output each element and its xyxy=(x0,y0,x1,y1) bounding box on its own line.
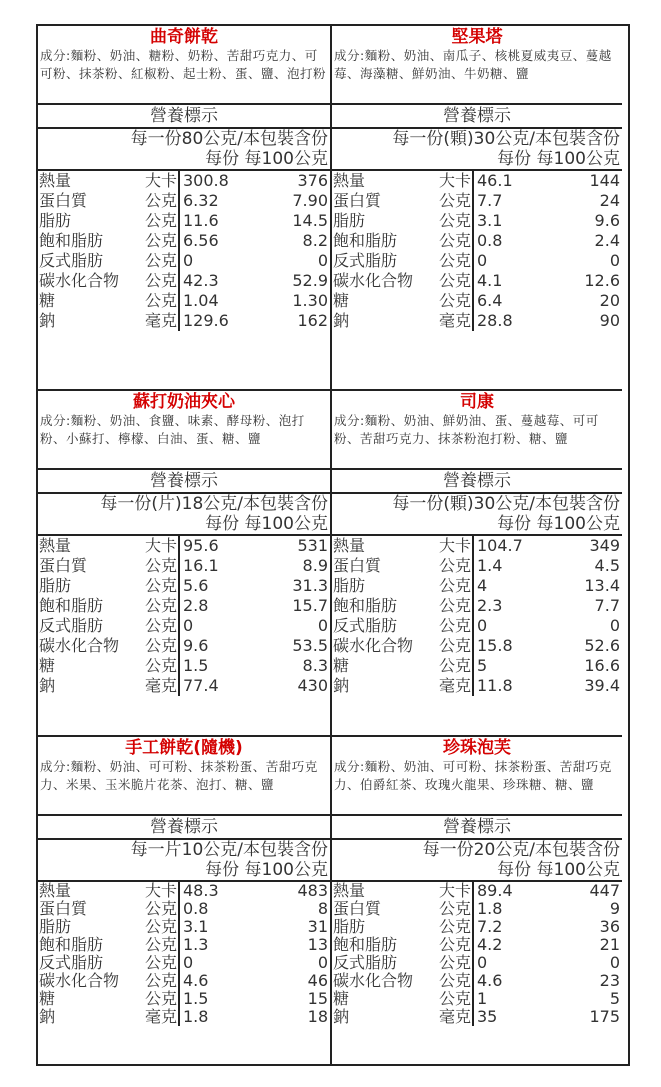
nutrition-table xyxy=(332,536,622,696)
nutrition-row xyxy=(38,596,330,616)
nutrient-name: 鈉 xyxy=(333,1008,350,1026)
nutrition-row xyxy=(38,211,330,231)
nutrient-unit: 公克 xyxy=(136,556,179,576)
per-100g-value: 18 xyxy=(307,1008,328,1026)
nutrient-unit: 毫克 xyxy=(136,311,179,331)
nutrition-row xyxy=(38,536,330,556)
nutrient-unit: 公克 xyxy=(430,211,473,231)
nutrient-name: 鈉 xyxy=(333,676,350,695)
per-100g-value: 531 xyxy=(297,536,328,555)
per-serving-value: 1.5 xyxy=(183,656,209,675)
nutrient-name: 蛋白質 xyxy=(333,191,382,210)
nutrition-row xyxy=(38,636,330,656)
nutrient-name: 蛋白質 xyxy=(333,900,382,918)
ingredients-text: 成分:麵粉、奶油、食鹽、味素、酵母粉、泡打粉、小蘇打、檸檬、白油、蛋、糖、鹽 xyxy=(40,413,305,446)
per-serving-header: 每份 xyxy=(497,860,532,880)
per-100g-value: 31 xyxy=(307,918,328,936)
per-serving-value: 129.6 xyxy=(183,311,229,330)
per-100g-value: 0 xyxy=(317,954,328,972)
per-100g-value: 15.7 xyxy=(292,596,328,615)
nutrition-row xyxy=(332,191,622,211)
nutrient-name: 鈉 xyxy=(39,1008,56,1026)
nutrient-unit: 公克 xyxy=(430,271,473,291)
per-100g-value: 8.2 xyxy=(302,231,328,250)
nutrition-row xyxy=(38,656,330,676)
per-100g-value: 52.9 xyxy=(292,271,328,290)
nutrition-row xyxy=(332,882,622,900)
nutrition-row xyxy=(332,656,622,676)
column-headers xyxy=(332,149,622,169)
nutrient-name: 熱量 xyxy=(333,536,366,555)
per-100g-value: 5 xyxy=(609,990,620,1008)
nutrient-unit: 公克 xyxy=(430,990,473,1008)
nutrition-row xyxy=(332,972,622,990)
nutrient-unit: 公克 xyxy=(430,191,473,211)
nutrition-row xyxy=(332,291,622,311)
per-100g-value: 23 xyxy=(599,972,620,990)
per-100g-header: 每100公克 xyxy=(536,514,620,534)
nutrient-name: 脂肪 xyxy=(39,918,72,936)
nutrient-unit: 公克 xyxy=(136,954,179,972)
nutrient-name: 糖 xyxy=(39,291,56,310)
per-serving-value: 0 xyxy=(183,251,194,270)
nutrient-unit: 大卡 xyxy=(430,171,473,191)
per-100g-value: 162 xyxy=(297,311,328,330)
per-serving-value: 104.7 xyxy=(477,536,523,555)
per-serving-value: 4.1 xyxy=(477,271,503,290)
nutrition-row xyxy=(332,211,622,231)
product-panel-handmade-cookie xyxy=(38,735,330,1066)
nutrient-name: 脂肪 xyxy=(333,918,366,936)
nutrition-row xyxy=(38,576,330,596)
per-100g-value: 2.4 xyxy=(594,231,620,250)
product-title: 堅果塔 xyxy=(451,27,503,47)
nutrient-unit: 公克 xyxy=(136,900,179,918)
nutrient-unit: 公克 xyxy=(430,656,473,676)
per-serving-value: 1.5 xyxy=(183,990,209,1008)
per-serving-value: 3.1 xyxy=(477,211,503,230)
nutrient-unit: 公克 xyxy=(136,616,179,636)
nutrient-unit: 公克 xyxy=(136,596,179,616)
nutrient-unit: 公克 xyxy=(136,291,179,311)
per-serving-value: 7.7 xyxy=(477,191,503,210)
nutrient-name: 糖 xyxy=(333,990,350,1008)
nutrient-unit: 公克 xyxy=(430,251,473,271)
nutrient-unit: 毫克 xyxy=(136,1008,179,1026)
serving-size: 每一份80公克/本包裝含份 xyxy=(38,127,330,149)
per-serving-value: 5.6 xyxy=(183,576,209,595)
nutrient-unit: 毫克 xyxy=(136,676,179,696)
per-100g-value: 9 xyxy=(609,900,620,918)
nutrient-unit: 大卡 xyxy=(136,536,179,556)
nutrition-row xyxy=(38,311,330,331)
nutrient-name: 飽和脂肪 xyxy=(39,596,104,615)
nutrient-unit: 公克 xyxy=(430,936,473,954)
product-title: 曲奇餅乾 xyxy=(150,27,218,47)
per-serving-value: 48.3 xyxy=(183,882,219,900)
nutrient-unit: 公克 xyxy=(430,576,473,596)
nutrient-unit: 大卡 xyxy=(136,171,179,191)
nutrition-row xyxy=(332,311,622,331)
per-serving-value: 0 xyxy=(477,954,488,972)
nutrient-unit: 公克 xyxy=(430,231,473,251)
nutrition-row xyxy=(332,1008,622,1026)
nutrient-unit: 公克 xyxy=(136,191,179,211)
nutrient-name: 熱量 xyxy=(39,882,72,900)
nutrient-name: 熱量 xyxy=(333,171,366,190)
per-100g-value: 8 xyxy=(317,900,328,918)
per-serving-value: 0 xyxy=(477,616,488,635)
nutrition-row xyxy=(38,936,330,954)
nutrient-name: 鈉 xyxy=(39,676,56,695)
nutrient-unit: 公克 xyxy=(136,251,179,271)
per-100g-value: 0 xyxy=(609,251,620,270)
product-title: 蘇打奶油夾心 xyxy=(133,392,235,412)
nutrition-sheet xyxy=(36,24,630,1066)
per-serving-value: 4.2 xyxy=(477,936,503,954)
nutrient-unit: 公克 xyxy=(136,918,179,936)
per-100g-value: 7.7 xyxy=(594,596,620,615)
nutrient-name: 反式脂肪 xyxy=(39,616,104,635)
nutrition-row xyxy=(332,231,622,251)
nutrition-row xyxy=(38,231,330,251)
nutrition-table xyxy=(332,171,622,331)
per-serving-value: 300.8 xyxy=(183,171,229,190)
nutrient-name: 熱量 xyxy=(39,171,72,190)
per-100g-value: 9.6 xyxy=(594,211,620,230)
nutrition-header: 營養標示 xyxy=(38,103,330,127)
per-100g-value: 13 xyxy=(307,936,328,954)
per-100g-value: 1.30 xyxy=(292,291,328,310)
nutrient-name: 脂肪 xyxy=(333,576,366,595)
nutrient-unit: 大卡 xyxy=(430,882,473,900)
per-100g-header: 每100公克 xyxy=(244,149,328,169)
nutrient-name: 鈉 xyxy=(39,311,56,330)
nutrition-row xyxy=(332,676,622,696)
nutrition-row xyxy=(332,636,622,656)
nutrient-name: 脂肪 xyxy=(39,576,72,595)
column-headers xyxy=(38,860,330,880)
nutrition-row xyxy=(332,536,622,556)
nutrient-unit: 公克 xyxy=(430,900,473,918)
nutrient-unit: 公克 xyxy=(136,972,179,990)
per-100g-value: 46 xyxy=(307,972,328,990)
nutrition-row xyxy=(332,936,622,954)
nutrient-name: 蛋白質 xyxy=(39,191,88,210)
per-serving-value: 1.04 xyxy=(183,291,219,310)
nutrient-unit: 公克 xyxy=(430,616,473,636)
per-100g-value: 447 xyxy=(589,882,620,900)
nutrition-row xyxy=(38,616,330,636)
nutrient-name: 糖 xyxy=(39,656,56,675)
per-100g-value: 0 xyxy=(609,954,620,972)
product-panel-pearl-puff xyxy=(330,735,622,1066)
product-title: 珍珠泡芙 xyxy=(443,738,511,758)
ingredients-text: 成分:麵粉、奶油、可可粉、抹茶粉蛋、苦甜巧克力、米果、玉米脆片花茶、泡打、糖、鹽 xyxy=(40,759,318,792)
nutrient-name: 碳水化合物 xyxy=(333,636,414,655)
column-headers xyxy=(38,149,330,169)
per-100g-value: 12.6 xyxy=(584,271,620,290)
nutrition-row xyxy=(38,191,330,211)
per-100g-value: 0 xyxy=(317,616,328,635)
per-serving-value: 77.4 xyxy=(183,676,219,695)
per-serving-value: 15.8 xyxy=(477,636,513,655)
nutrition-row xyxy=(38,171,330,191)
per-100g-value: 483 xyxy=(297,882,328,900)
nutrient-unit: 公克 xyxy=(136,636,179,656)
nutrient-name: 脂肪 xyxy=(39,211,72,230)
nutrient-name: 飽和脂肪 xyxy=(333,936,398,954)
nutrient-name: 反式脂肪 xyxy=(333,954,398,972)
nutrition-row xyxy=(332,918,622,936)
per-serving-value: 9.6 xyxy=(183,636,209,655)
per-100g-value: 31.3 xyxy=(292,576,328,595)
nutrition-row xyxy=(332,954,622,972)
nutrient-name: 反式脂肪 xyxy=(39,954,104,972)
nutrition-row xyxy=(332,251,622,271)
per-serving-header: 每份 xyxy=(205,860,240,880)
nutrition-row xyxy=(38,251,330,271)
nutrition-row xyxy=(38,918,330,936)
per-serving-header: 每份 xyxy=(497,514,532,534)
nutrient-unit: 公克 xyxy=(430,918,473,936)
per-serving-value: 35 xyxy=(477,1008,498,1026)
per-100g-value: 175 xyxy=(589,1008,620,1026)
nutrient-unit: 毫克 xyxy=(430,1008,473,1026)
per-serving-value: 42.3 xyxy=(183,271,219,290)
nutrient-name: 飽和脂肪 xyxy=(333,231,398,250)
nutrient-name: 蛋白質 xyxy=(39,556,88,575)
nutrition-table xyxy=(38,882,330,1026)
per-100g-value: 430 xyxy=(297,676,328,695)
nutrient-name: 蛋白質 xyxy=(39,900,88,918)
per-100g-header: 每100公克 xyxy=(536,860,620,880)
nutrition-row xyxy=(332,556,622,576)
ingredients-text: 成分:麵粉、奶油、糖粉、奶粉、苦甜巧克力、可可粉、抹茶粉、紅椒粉、起士粉、蛋、鹽、泡打粉 xyxy=(40,48,327,81)
per-100g-header: 每100公克 xyxy=(244,514,328,534)
nutrient-name: 反式脂肪 xyxy=(333,616,398,635)
per-100g-value: 90 xyxy=(599,311,620,330)
nutrition-row xyxy=(332,990,622,1008)
nutrition-row xyxy=(332,576,622,596)
nutrient-unit: 大卡 xyxy=(430,536,473,556)
nutrient-name: 飽和脂肪 xyxy=(39,936,104,954)
nutrition-row xyxy=(332,596,622,616)
ingredients-text: 成分:麵粉、奶油、可可粉、抹茶粉蛋、苦甜巧克力、伯爵紅茶、玫瑰火龍果、珍珠糖、糖、鹽 xyxy=(334,759,612,792)
nutrient-name: 碳水化合物 xyxy=(39,271,120,290)
per-serving-value: 7.2 xyxy=(477,918,503,936)
nutrition-row xyxy=(38,1008,330,1026)
per-100g-value: 15 xyxy=(307,990,328,1008)
per-serving-value: 0.8 xyxy=(477,231,503,250)
per-serving-value: 4.6 xyxy=(477,972,503,990)
nutrition-row xyxy=(38,556,330,576)
nutrition-row xyxy=(332,171,622,191)
nutrient-unit: 公克 xyxy=(430,596,473,616)
nutrition-row xyxy=(38,882,330,900)
nutrient-name: 鈉 xyxy=(333,311,350,330)
per-100g-value: 376 xyxy=(297,171,328,190)
per-serving-value: 5 xyxy=(477,656,488,675)
nutrient-unit: 公克 xyxy=(136,576,179,596)
nutrient-unit: 公克 xyxy=(136,936,179,954)
nutrient-name: 飽和脂肪 xyxy=(333,596,398,615)
per-serving-value: 1.8 xyxy=(477,900,503,918)
per-serving-value: 0 xyxy=(183,616,194,635)
nutrient-name: 糖 xyxy=(333,656,350,675)
serving-size: 每一份20公克/本包裝含份 xyxy=(332,838,622,860)
nutrition-row xyxy=(38,954,330,972)
nutrient-unit: 公克 xyxy=(136,231,179,251)
nutrition-row xyxy=(38,900,330,918)
nutrition-row xyxy=(38,291,330,311)
per-serving-value: 0.8 xyxy=(183,900,209,918)
per-serving-header: 每份 xyxy=(205,514,240,534)
product-title: 司康 xyxy=(460,392,494,412)
nutrient-name: 碳水化合物 xyxy=(333,972,414,990)
nutrient-name: 熱量 xyxy=(333,882,366,900)
serving-size: 每一份(顆)30公克/本包裝含份 xyxy=(332,127,622,149)
per-serving-value: 11.8 xyxy=(477,676,513,695)
nutrition-table xyxy=(38,536,330,696)
per-100g-value: 0 xyxy=(609,616,620,635)
per-100g-value: 20 xyxy=(599,291,620,310)
per-serving-value: 95.6 xyxy=(183,536,219,555)
nutrient-name: 反式脂肪 xyxy=(39,251,104,270)
per-serving-value: 1.8 xyxy=(183,1008,209,1026)
nutrient-unit: 公克 xyxy=(136,990,179,1008)
nutrient-name: 蛋白質 xyxy=(333,556,382,575)
nutrient-name: 糖 xyxy=(39,990,56,1008)
per-100g-value: 0 xyxy=(317,251,328,270)
serving-size: 每一片10公克/本包裝含份 xyxy=(38,838,330,860)
per-serving-value: 4 xyxy=(477,576,488,595)
nutrition-header: 營養標示 xyxy=(332,103,622,127)
nutrition-table xyxy=(332,882,622,1026)
per-serving-value: 6.56 xyxy=(183,231,219,250)
nutrition-row xyxy=(332,271,622,291)
per-serving-value: 28.8 xyxy=(477,311,513,330)
serving-size: 每一份(顆)30公克/本包裝含份 xyxy=(332,492,622,514)
nutrition-header: 營養標示 xyxy=(332,468,622,492)
per-100g-value: 4.5 xyxy=(594,556,620,575)
per-100g-value: 52.6 xyxy=(584,636,620,655)
per-100g-value: 144 xyxy=(589,171,620,190)
per-serving-value: 6.32 xyxy=(183,191,219,210)
nutrition-row xyxy=(38,990,330,1008)
nutrient-name: 碳水化合物 xyxy=(333,271,414,290)
nutrition-header: 營養標示 xyxy=(332,814,622,838)
serving-size: 每一份(片)18公克/本包裝含份 xyxy=(38,492,330,514)
per-100g-value: 13.4 xyxy=(584,576,620,595)
per-100g-value: 39.4 xyxy=(584,676,620,695)
per-serving-value: 1.4 xyxy=(477,556,503,575)
nutrient-unit: 毫克 xyxy=(430,676,473,696)
nutrient-unit: 毫克 xyxy=(430,311,473,331)
per-100g-value: 349 xyxy=(589,536,620,555)
nutrition-row xyxy=(332,900,622,918)
per-serving-value: 2.3 xyxy=(477,596,503,615)
product-panel-soda-cream xyxy=(38,389,330,735)
per-100g-value: 21 xyxy=(599,936,620,954)
nutrient-name: 脂肪 xyxy=(333,211,366,230)
per-serving-value: 2.8 xyxy=(183,596,209,615)
per-100g-value: 16.6 xyxy=(584,656,620,675)
product-panel-nut-tart xyxy=(330,26,622,389)
product-panel-scone xyxy=(330,389,622,735)
per-100g-value: 53.5 xyxy=(292,636,328,655)
nutrient-name: 糖 xyxy=(333,291,350,310)
per-serving-value: 11.6 xyxy=(183,211,219,230)
per-serving-value: 0 xyxy=(477,251,488,270)
nutrition-row xyxy=(38,271,330,291)
per-100g-value: 24 xyxy=(599,191,620,210)
nutrient-unit: 公克 xyxy=(430,972,473,990)
per-100g-value: 36 xyxy=(599,918,620,936)
nutrient-unit: 公克 xyxy=(136,211,179,231)
ingredients-text: 成分:麵粉、奶油、鮮奶油、蛋、蔓越莓、可可粉、苦甜巧克力、抹茶粉泡打粉、糖、鹽 xyxy=(334,413,599,446)
nutrient-unit: 公克 xyxy=(430,636,473,656)
nutrition-row xyxy=(38,972,330,990)
nutrient-name: 碳水化合物 xyxy=(39,636,120,655)
column-headers xyxy=(332,514,622,534)
product-panel-cookie xyxy=(38,26,330,389)
per-100g-value: 7.90 xyxy=(292,191,328,210)
per-serving-value: 3.1 xyxy=(183,918,209,936)
nutrient-unit: 公克 xyxy=(430,291,473,311)
per-100g-value: 8.9 xyxy=(302,556,328,575)
per-serving-value: 0 xyxy=(183,954,194,972)
per-100g-header: 每100公克 xyxy=(244,860,328,880)
nutrient-name: 碳水化合物 xyxy=(39,972,120,990)
nutrient-unit: 大卡 xyxy=(136,882,179,900)
product-title: 手工餅乾(隨機) xyxy=(125,738,243,758)
nutrition-row xyxy=(38,676,330,696)
per-100g-value: 14.5 xyxy=(292,211,328,230)
per-serving-value: 16.1 xyxy=(183,556,219,575)
nutrient-unit: 公克 xyxy=(430,556,473,576)
nutrition-header: 營養標示 xyxy=(38,468,330,492)
per-100g-value: 8.3 xyxy=(302,656,328,675)
per-serving-value: 1.3 xyxy=(183,936,209,954)
per-serving-value: 89.4 xyxy=(477,882,513,900)
column-headers xyxy=(38,514,330,534)
ingredients-text: 成分:麵粉、奶油、南瓜子、核桃夏威夷豆、蔓越莓、海藻糖、鮮奶油、牛奶糖、鹽 xyxy=(334,48,612,81)
per-serving-value: 4.6 xyxy=(183,972,209,990)
nutrient-name: 熱量 xyxy=(39,536,72,555)
nutrition-header: 營養標示 xyxy=(38,814,330,838)
nutrient-name: 反式脂肪 xyxy=(333,251,398,270)
per-serving-value: 1 xyxy=(477,990,488,1008)
nutrient-unit: 公克 xyxy=(136,656,179,676)
nutrition-table xyxy=(38,171,330,331)
nutrient-name: 飽和脂肪 xyxy=(39,231,104,250)
nutrient-unit: 公克 xyxy=(430,954,473,972)
per-serving-header: 每份 xyxy=(205,149,240,169)
nutrition-row xyxy=(332,616,622,636)
nutrient-unit: 公克 xyxy=(136,271,179,291)
per-serving-value: 46.1 xyxy=(477,171,513,190)
column-headers xyxy=(332,860,622,880)
per-100g-header: 每100公克 xyxy=(536,149,620,169)
per-serving-header: 每份 xyxy=(497,149,532,169)
per-serving-value: 6.4 xyxy=(477,291,503,310)
